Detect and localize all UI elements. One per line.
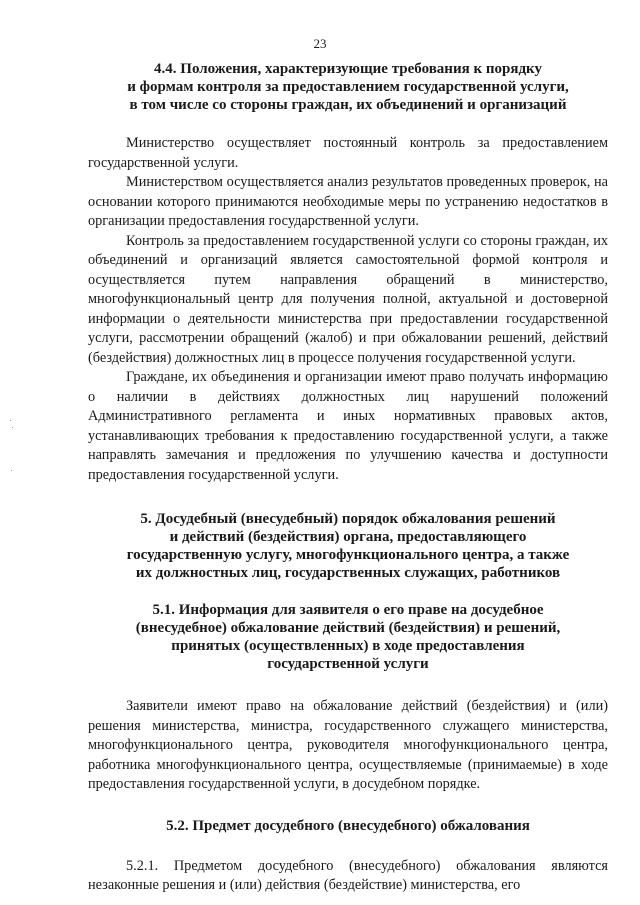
- heading-line: их должностных лиц, государственных служащих, работников: [135, 565, 561, 581]
- heading-line: и формам контроля за предоставлением государственной услуги,: [127, 79, 569, 95]
- heading-line: государственную услугу, многофункционального центра, а также: [126, 547, 570, 563]
- paragraph: Граждане, их объединения и организации имеют право получать информацию о наличии в действиях должностных лиц нарушений положений Административного регламента и иных нормативных правовых актов, устанавливающих требования к предоставлению государственной услуги, а также направлять замечания и предложения по улучшению качества и доступности предоставления государственной услуги.: [88, 369, 608, 483]
- section-heading-4-4: [88, 60, 608, 114]
- page-content: [88, 60, 608, 896]
- heading-line: государственной услуги: [267, 656, 429, 672]
- heading-line: принятых (осуществленных) в ходе предоставления: [171, 638, 525, 654]
- scan-speck: [12, 427, 13, 428]
- scan-speck: [11, 470, 12, 471]
- heading-line: 5. Досудебный (внесудебный) порядок обжалования решений: [140, 511, 556, 527]
- paragraph: Контроль за предоставлением государственной услуги со стороны граждан, их объединений и организаций является самостоятельной формой контроля и осуществляется путем направления обращений в министерство, многофункциональный центр для получения полной, актуальной и достоверной информации о деятельности министерства при предоставлении государственной услуги, рассмотрении обращений (жалоб) и при обжаловании решений, действий (бездействия) должностных лиц в процессе получения государственной услуги.: [88, 232, 608, 366]
- section-heading-5-2: [88, 817, 608, 835]
- page-number: 23: [313, 36, 327, 51]
- paragraph: Заявители имеют право на обжалование действий (бездействия) и (или) решения министерства, министра, государственного служащего министерства, многофункционального центра, руководителя многофункционального центра, работника многофункционального центра, осуществляемые (принимаемые) в ходе предоставления государственной услуги, в досудебном порядке.: [88, 698, 608, 792]
- heading-line: 5.2. Предмет досудебного (внесудебного) обжалования: [166, 817, 530, 834]
- section-heading-5-1: [88, 601, 608, 673]
- heading-line: 5.1. Информация для заявителя о его праве на досудебное: [152, 602, 544, 618]
- paragraph: 5.2.1. Предметом досудебного (внесудебного) обжалования являются незаконные решения и (или) действия (бездействие) министерства, его: [88, 857, 608, 893]
- heading-line: и действий (бездействия) органа, предоставляющего: [169, 529, 527, 545]
- paragraph: Министерством осуществляется анализ результатов проведенных проверок, на основании которого принимаются необходимые меры по устранению недостатков в организации предоставления государственной услуги.: [88, 174, 608, 229]
- heading-line: 4.4. Положения, характеризующие требования к порядку: [154, 61, 542, 77]
- scan-speck: [10, 420, 11, 421]
- heading-line: в том числе со стороны граждан, их объединений и организаций: [129, 97, 567, 113]
- paragraph: Министерство осуществляет постоянный контроль за предоставлением государственной услуги.: [88, 135, 608, 171]
- section-heading-5: [88, 510, 608, 582]
- heading-line: (внесудебное) обжалование действий (бездействия) и решений,: [135, 620, 561, 636]
